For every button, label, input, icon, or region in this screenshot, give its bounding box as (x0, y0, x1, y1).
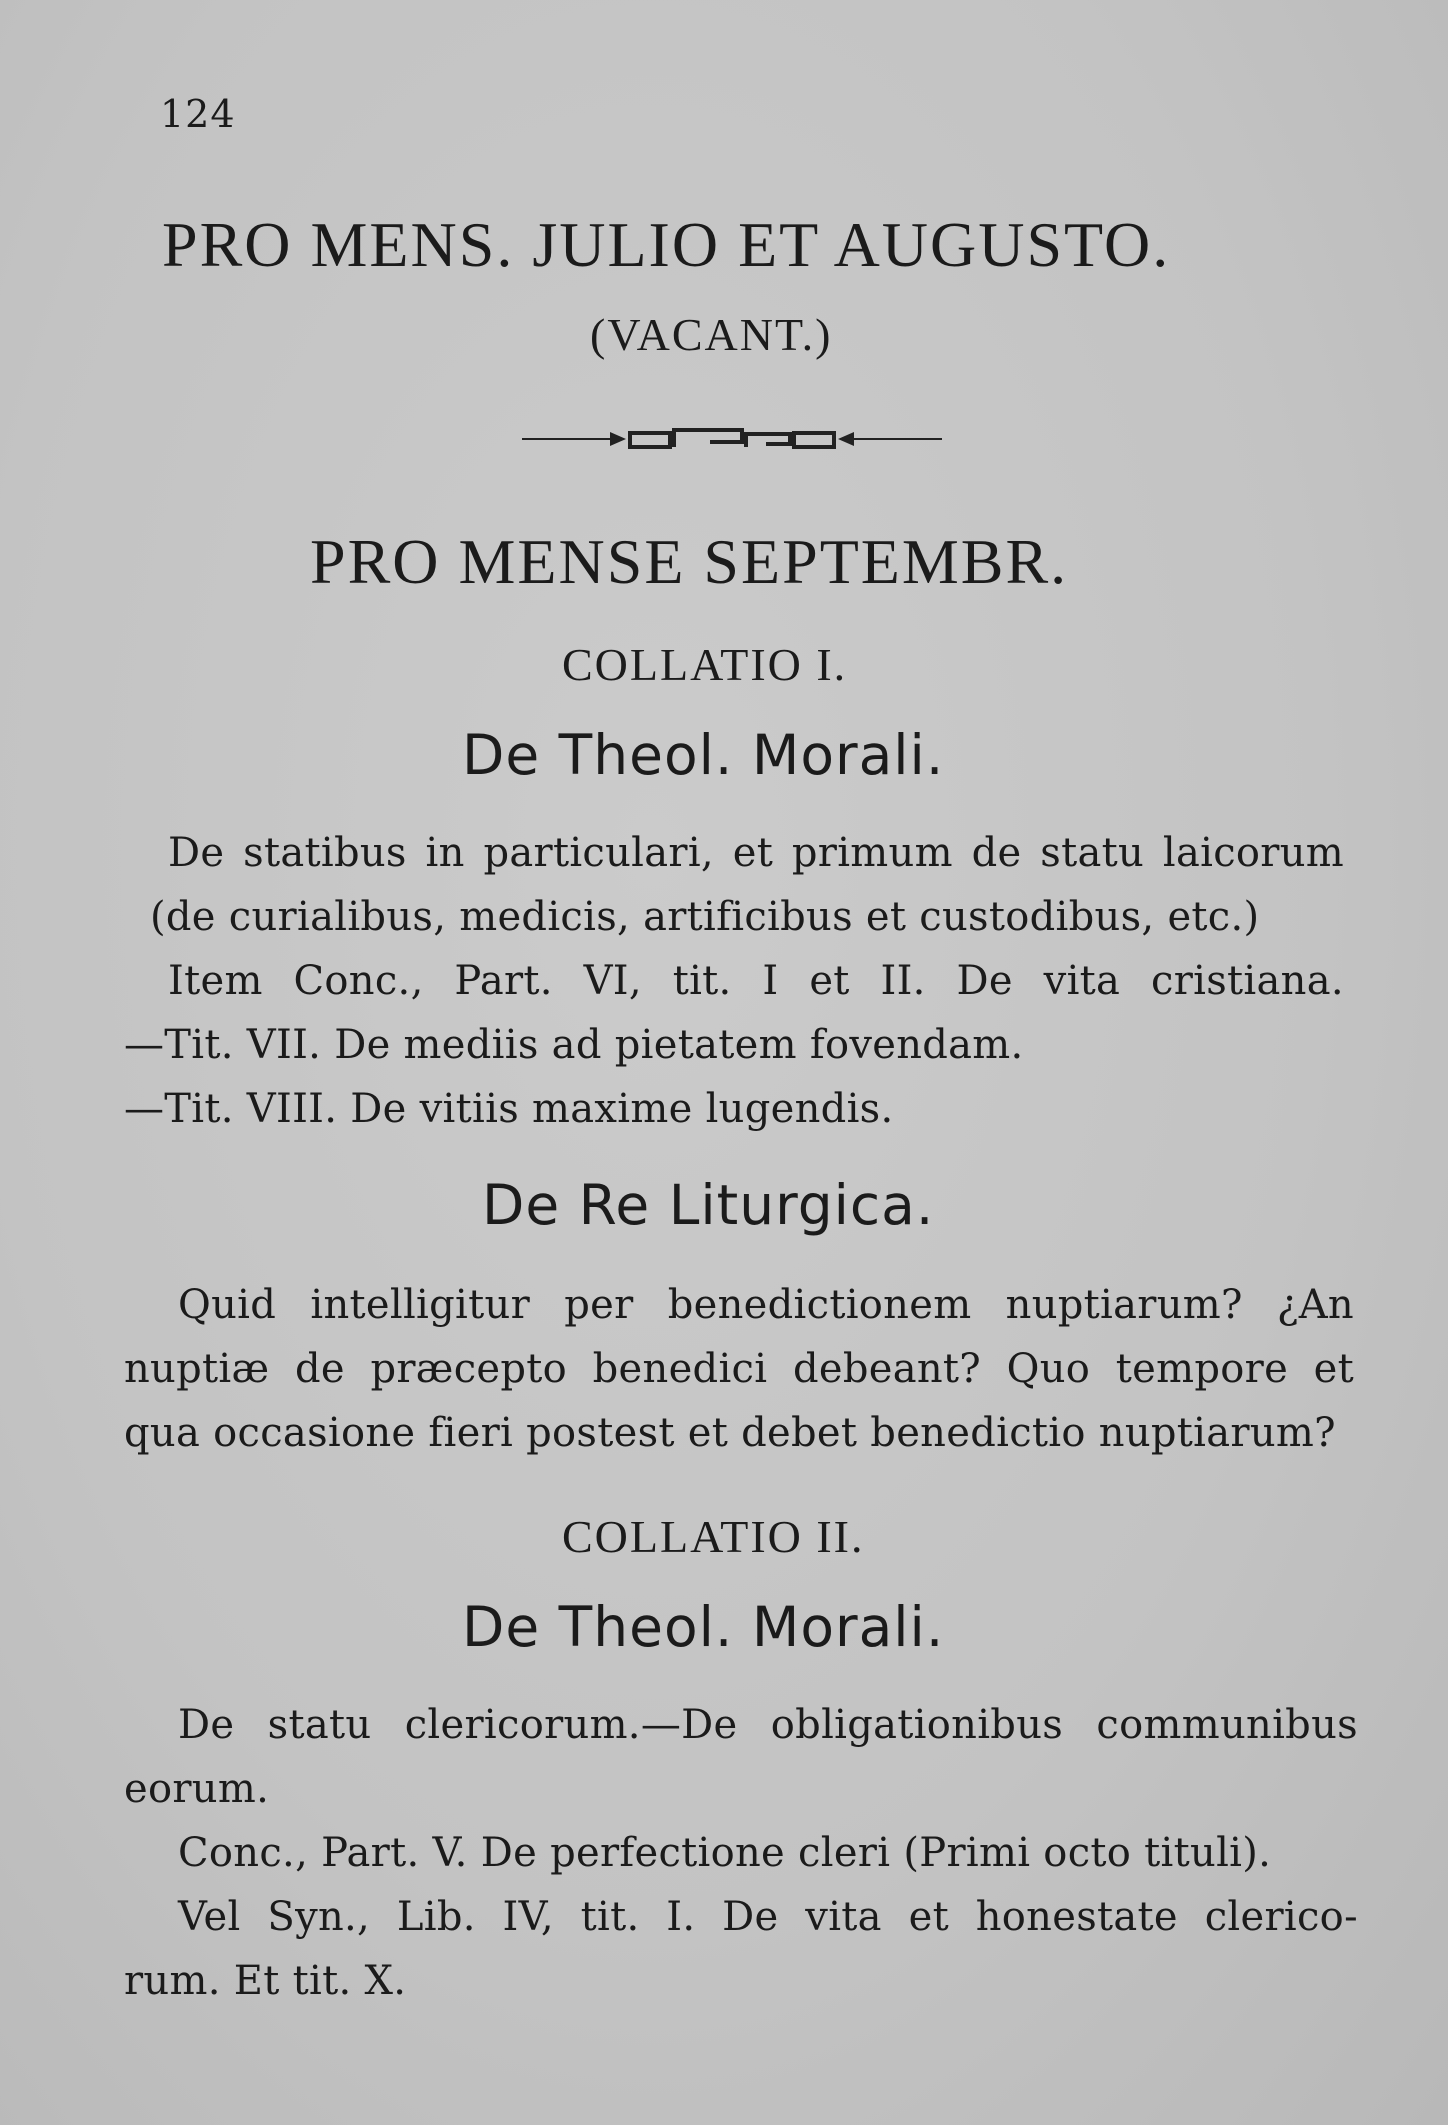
text-line: (de curialibus, medicis, artificibus et custodibus, etc.) (150, 894, 1260, 940)
text-line: Vel Syn., Lib. IV, tit. I. De vita et honestate clerico- (178, 1894, 1358, 1940)
text-line: nuptiæ de præcepto benedici debeant? Quo tempore et (124, 1346, 1354, 1392)
text-line: De statibus in particulari, et primum de statu laicorum (168, 830, 1344, 876)
text-line: De statu clericorum.—De obligationibus communibus (178, 1702, 1358, 1748)
text-line: Conc., Part. V. De perfectione cleri (Primi octo tituli). (178, 1830, 1272, 1876)
heading-july-august: PRO MENS. JULIO ET AUGUSTO. (162, 209, 1171, 280)
text-line: —Tit. VII. De mediis ad pietatem fovendam. (124, 1022, 1024, 1068)
heading-september: PRO MENSE SEPTEMBR. (310, 526, 1069, 597)
vacant-note: (VACANT.) (590, 309, 833, 360)
theol-morali-heading-1: De Theol. Morali. (462, 723, 945, 787)
collatio-1-label: COLLATIO I. (562, 639, 848, 690)
theol-morali-heading-2: De Theol. Morali. (462, 1595, 945, 1659)
text-line: Quid intelligitur per benedictionem nuptiarum? ¿An (178, 1282, 1354, 1328)
page-number: 124 (160, 92, 236, 136)
text-line: rum. Et tit. X. (124, 1958, 407, 2004)
text-line: —Tit. VIII. De vitiis maxime lugendis. (124, 1086, 894, 1132)
text-line: Item Conc., Part. VI, tit. I et II. De vita cristiana. (168, 958, 1344, 1004)
text-line: qua occasione fieri postest et debet benedictio nuptiarum? (124, 1410, 1336, 1456)
decorative-rule-icon (522, 424, 942, 454)
collatio-2-label: COLLATIO II. (562, 1511, 865, 1562)
re-liturgica-heading: De Re Liturgica. (482, 1173, 935, 1237)
text-line: eorum. (124, 1766, 270, 1812)
